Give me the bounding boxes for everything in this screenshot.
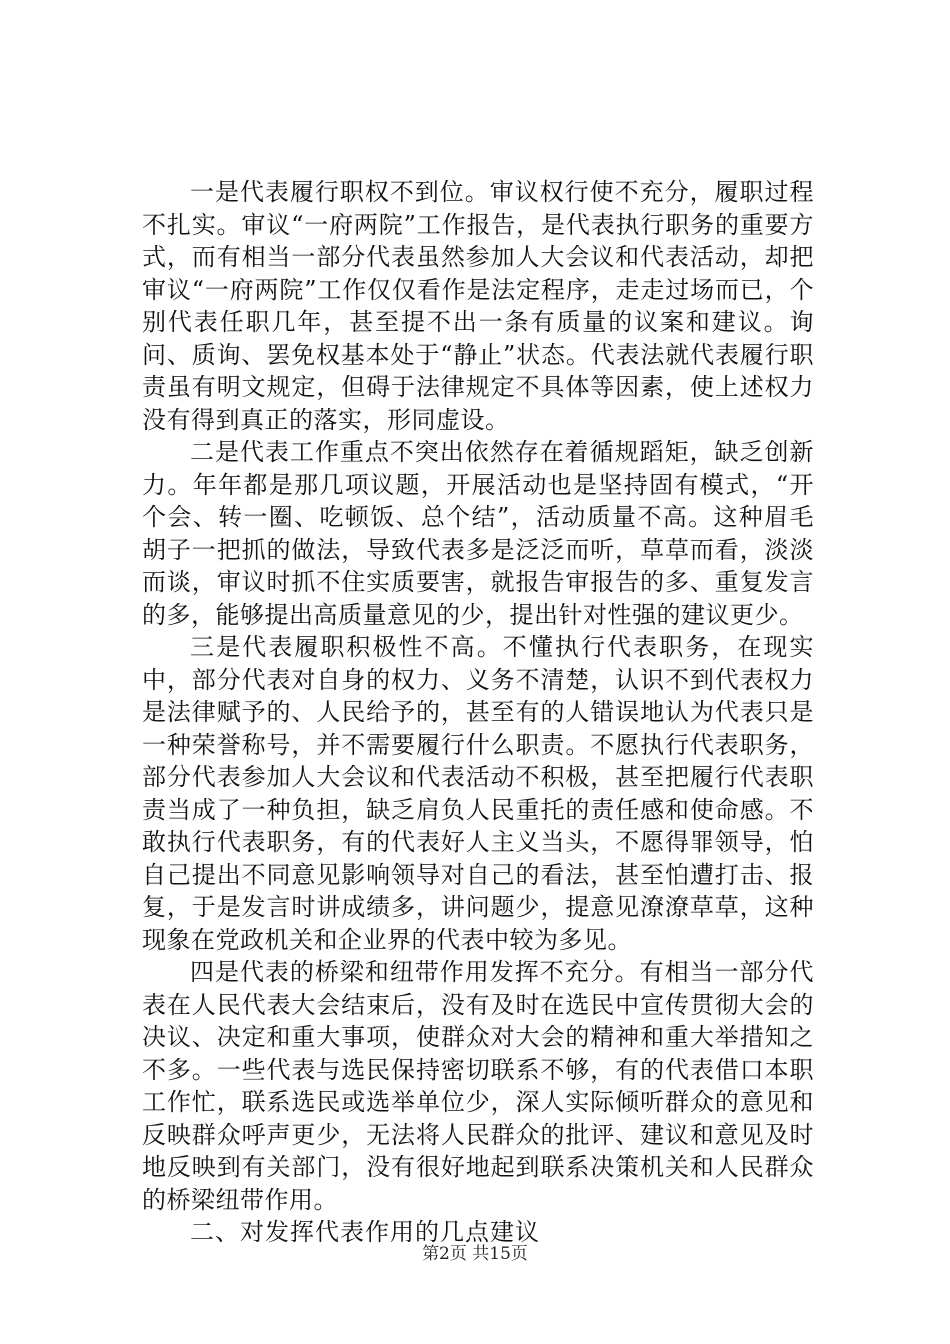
paragraph-3: 三是代表履职积极性不高。不懂执行代表职务，在现实中，部分代表对自身的权力、义务不清楚，认识不到代表权力是法律赋予的、人民给予的，甚至有的人错误地认为代表只是一种荣誉称号，并不需要履行什么职责。不愿执行代表职务，部分代表参加人大会议和代表活动不积极，甚至把履行代表职责当成了一种负担，缺乏肩负人民重托的责任感和使命感。不敢执行代表职务，有的代表好人主义当头，不愿得罪领导，怕自己提出不同意见影响领导对自己的看法，甚至怕遭打击、报复，于是发言时讲成绩多，讲问题少，提意见潦潦草草，这种现象在党政机关和企业界的代表中较为多见。 bbox=[142, 633, 814, 954]
paragraph-2: 二是代表工作重点不突出依然存在着循规蹈矩，缺乏创新力。年年都是那几项议题，开展活动也是坚持固有模式，“开个会、转一圈、吃顿饭、总个结”，活动质量不高。这种眉毛胡子一把抓的做法，导致代表多是泛泛而听，草草而看，淡淡而谈，审议时抓不住实质要害，就报告审报告的多、重复发言的多，能够提出高质量意见的少，提出针对性强的建议更少。 bbox=[142, 438, 814, 629]
paragraph-4: 四是代表的桥梁和纽带作用发挥不充分。有相当一部分代表在人民代表大会结束后，没有及时在选民中宣传贯彻大会的决议、决定和重大事项，使群众对大会的精神和重大举措知之不多。一些代表与选民保持密切联系不够，有的代表借口本职工作忙，联系选民或选举单位少，深人实际倾听群众的意见和反映群众呼声更少，无法将人民群众的批评、建议和意见及时地反映到有关部门，没有很好地起到联系决策机关和人民群众的桥梁纽带作用。 bbox=[142, 958, 814, 1214]
page-footer: 第2页 共15页 bbox=[422, 1244, 528, 1264]
section-heading: 二、对发挥代表作用的几点建议 bbox=[190, 1218, 540, 1246]
paragraph-1: 一是代表履行职权不到位。审议权行使不充分，履职过程不扎实。审议“一府两院”工作报告，是代表执行职务的重要方式，而有相当一部分代表虽然参加人大会议和代表活动，却把审议“一府两院”工作仅仅看作是法定程序，走走过场而已，个别代表任职几年，甚至提不出一条有质量的议案和建议。询问、质询、罢免权基本处于“静止”状态。代表法就代表履行职责虽有明文规定，但碍于法律规定不具体等因素，使上述权力没有得到真正的落实，形同虚设。 bbox=[142, 178, 814, 434]
document-body bbox=[142, 176, 814, 1249]
